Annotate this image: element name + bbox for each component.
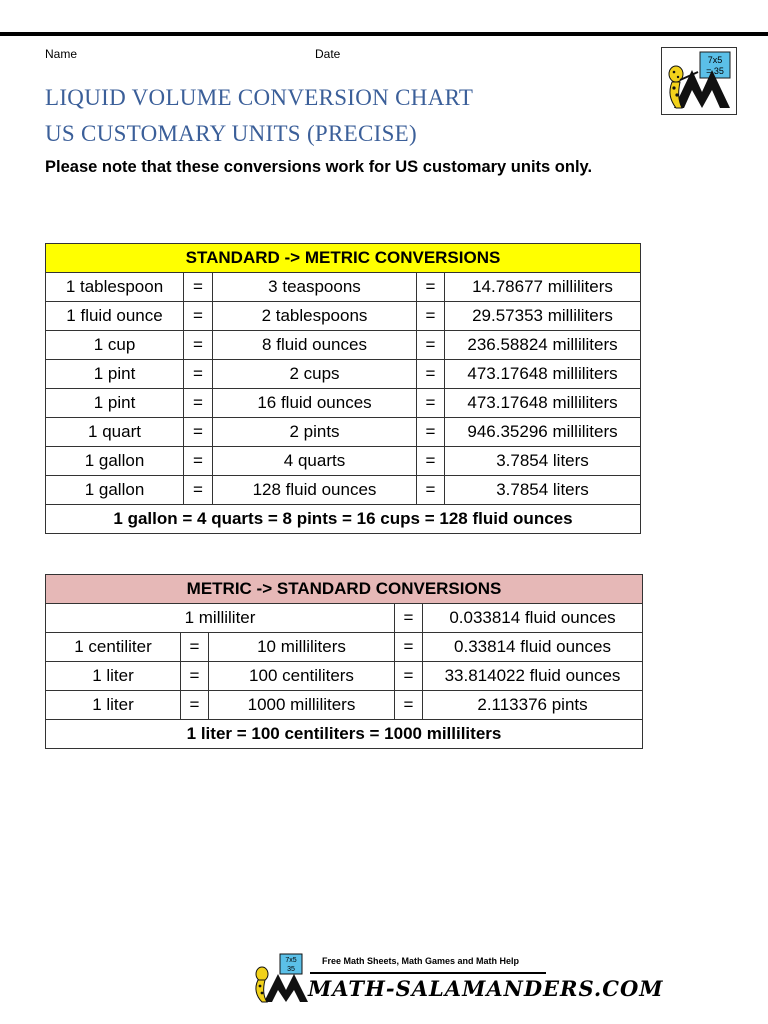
standard-table-header: STANDARD -> METRIC CONVERSIONS [46,244,641,273]
table-cell: = [184,418,213,447]
usage-note: Please note that these conversions work for US customary units only. [45,158,593,176]
table-summary-row [46,505,641,534]
table-row [46,418,641,447]
table-row [46,662,643,691]
table-row [46,389,641,418]
table-header-row [46,575,643,604]
metric-table-header: METRIC -> STANDARD CONVERSIONS [46,575,643,604]
table-cell: = [417,331,445,360]
table-cell: 16 fluid ounces [213,389,417,418]
table-cell: 3.7854 liters [445,476,641,505]
table-row [46,331,641,360]
table-row [46,302,641,331]
table-cell: 0.033814 fluid ounces [423,604,643,633]
table-cell: 14.78677 milliliters [445,273,641,302]
footer-branding [250,950,664,1006]
table-cell: = [181,662,209,691]
table-cell: 1 tablespoon [46,273,184,302]
table-cell: 0.33814 fluid ounces [423,633,643,662]
table-row [46,273,641,302]
table-cell: 946.35296 milliliters [445,418,641,447]
table-cell: 3.7854 liters [445,447,641,476]
table-cell: = [417,389,445,418]
logo-board-line-2: = 35 [706,66,724,76]
table-cell: 10 milliliters [209,633,395,662]
table-cell: 100 centiliters [209,662,395,691]
table-cell: 1 fluid ounce [46,302,184,331]
metric-table-summary: 1 liter = 100 centiliters = 1000 milliliters [46,720,643,749]
table-cell: 1 centiliter [46,633,181,662]
footer-divider [310,972,546,974]
footer-tagline: Free Math Sheets, Math Games and Math Help [322,956,520,966]
table-cell: 1 liter [46,662,181,691]
salamander-math-logo-icon [661,47,737,115]
standard-to-metric-table [45,243,641,534]
table-row [46,633,643,662]
table-cell: 1 gallon [46,476,184,505]
table-cell: = [184,476,213,505]
table-header-row [46,244,641,273]
table-cell: 1 cup [46,331,184,360]
footer-board-line-1: 7x5 [285,957,297,964]
table-cell: 236.58824 milliliters [445,331,641,360]
table-cell: = [181,691,209,720]
table-cell: 473.17648 milliliters [445,360,641,389]
table-cell: = [184,331,213,360]
table-cell: 2 tablespoons [213,302,417,331]
table-summary-row [46,720,643,749]
table-cell: = [184,447,213,476]
table-cell: 128 fluid ounces [213,476,417,505]
table-cell: 3 teaspoons [213,273,417,302]
table-cell: = [417,476,445,505]
table-cell: 473.17648 milliliters [445,389,641,418]
table-row [46,447,641,476]
table-cell: = [184,389,213,418]
table-cell: 1 pint [46,360,184,389]
table-cell: 1 liter [46,691,181,720]
table-row [46,604,643,633]
table-cell: = [417,418,445,447]
table-cell: = [181,633,209,662]
name-label: Name [45,47,78,61]
table-cell: = [417,273,445,302]
table-row [46,360,641,389]
table-cell: 2.113376 pints [423,691,643,720]
table-cell: 33.814022 fluid ounces [423,662,643,691]
table-cell: = [417,360,445,389]
table-cell: 1 quart [46,418,184,447]
table-cell: 8 fluid ounces [213,331,417,360]
metric-to-standard-table [45,574,643,749]
table-cell: = [395,633,423,662]
footer-board-line-2: 35 [287,966,295,973]
table-cell: 2 pints [213,418,417,447]
table-cell: = [395,662,423,691]
table-cell: = [395,691,423,720]
table-cell: = [184,302,213,331]
table-cell: = [417,447,445,476]
table-cell: = [395,604,423,633]
page-subtitle: US CUSTOMARY UNITS (PRECISE) [45,121,417,146]
page-title: LIQUID VOLUME CONVERSION CHART [45,85,474,110]
table-cell: 1 pint [46,389,184,418]
footer-salamander-icon [250,952,310,1006]
table-cell: = [417,302,445,331]
logo-board-line-1: 7x5 [707,55,723,65]
table-row [46,476,641,505]
standard-table-summary: 1 gallon = 4 quarts = 8 pints = 16 cups = 128 fluid ounces [46,505,641,534]
table-row [46,691,643,720]
table-cell: = [184,273,213,302]
table-cell: = [184,360,213,389]
table-cell: 1 milliliter [46,604,395,633]
table-cell: 2 cups [213,360,417,389]
footer-site-name: MATH-SALAMANDERS.COM [308,976,664,1001]
date-label: Date [315,47,341,61]
table-cell: 1 gallon [46,447,184,476]
table-cell: 4 quarts [213,447,417,476]
table-cell: 1000 milliliters [209,691,395,720]
top-rule [0,32,768,36]
table-cell: 29.57353 milliliters [445,302,641,331]
